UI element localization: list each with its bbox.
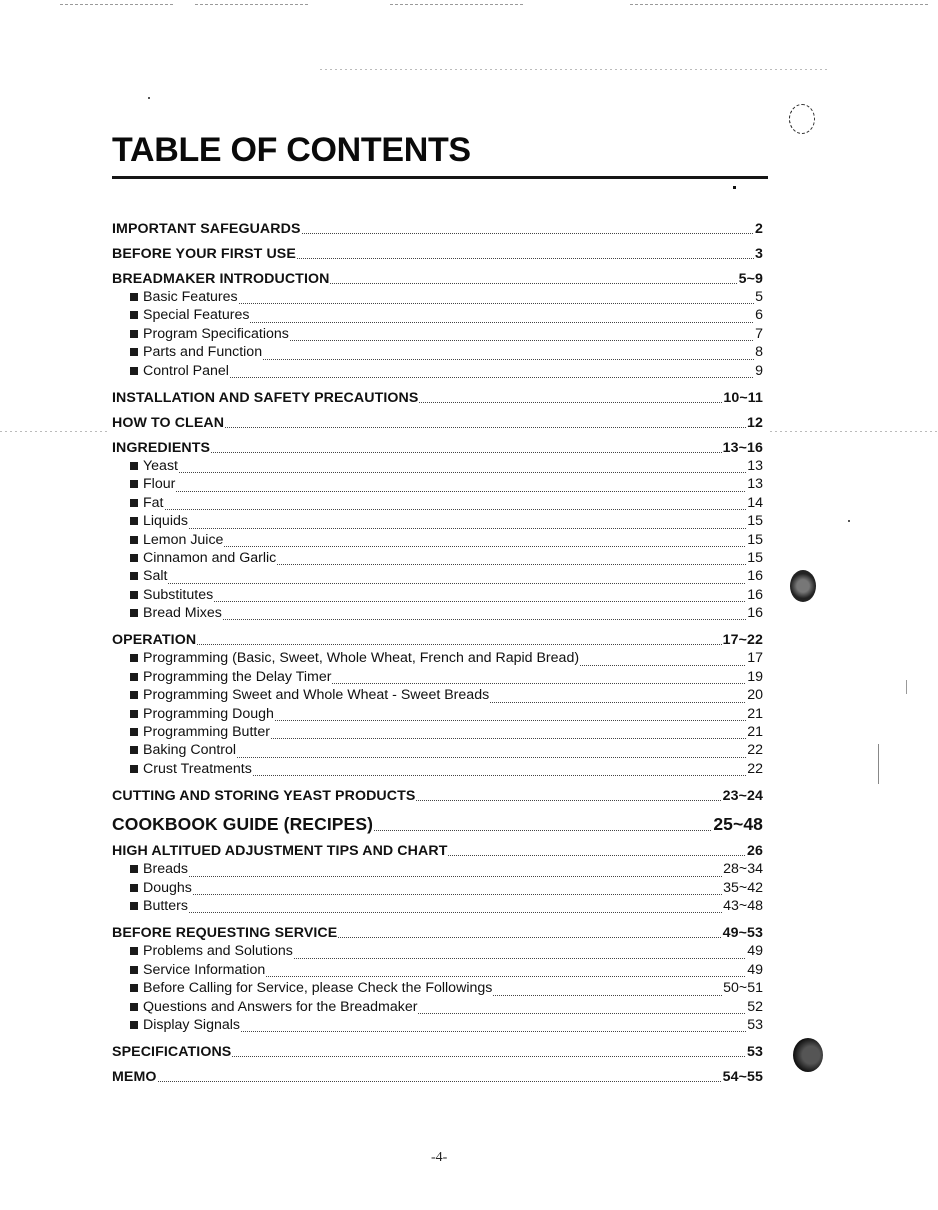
toc-subentry-label: Programming Sweet and Whole Wheat - Sweet Breads <box>143 687 490 704</box>
toc-subentry-label: Programming Dough <box>143 705 274 722</box>
toc-page-reference: 14 <box>747 494 763 511</box>
toc-subentry-label: Programming (Basic, Sweet, Whole Wheat, French and Rapid Bread) <box>143 650 580 667</box>
toc-subentry-label: Basic Features <box>143 289 238 305</box>
toc-subentry-label: Yeast <box>143 457 178 474</box>
toc-page-reference: 35~42 <box>723 879 763 896</box>
square-bullet-icon <box>130 1003 138 1011</box>
toc-entry-label: OPERATION <box>112 632 197 649</box>
toc-subentry-label: Crust Treatments <box>143 760 252 777</box>
toc-subentry[interactable] <box>112 687 763 705</box>
toc-page-reference: 7 <box>755 325 763 342</box>
toc-subentry[interactable] <box>112 962 763 980</box>
dot-leader <box>239 303 754 304</box>
toc-subentry-label: Baking Control <box>143 742 237 759</box>
toc-subentry[interactable] <box>112 476 763 494</box>
toc-subentry[interactable] <box>112 344 763 362</box>
toc-page-reference: 54~55 <box>722 1069 763 1086</box>
toc-entry-label: COOKBOOK GUIDE (RECIPES) <box>112 814 374 835</box>
toc-subentry-label: Liquids <box>143 513 188 530</box>
toc-subentry[interactable] <box>112 289 763 307</box>
toc-entry-label: IMPORTANT SAFEGUARDS <box>112 221 301 237</box>
square-bullet-icon <box>130 710 138 718</box>
dot-leader <box>193 894 722 895</box>
page-title: TABLE OF CONTENTS <box>112 131 471 169</box>
toc-subentry[interactable] <box>112 1017 763 1035</box>
toc-page-reference: 13~16 <box>722 439 763 456</box>
toc-page-reference: 16 <box>747 586 763 603</box>
toc-page-reference: 3 <box>755 246 763 262</box>
dot-leader <box>158 1081 722 1082</box>
dot-leader <box>250 322 754 323</box>
dot-leader <box>189 912 722 913</box>
dot-leader <box>230 377 754 378</box>
toc-entry-label: INSTALLATION AND SAFETY PRECAUTIONS <box>112 389 419 406</box>
dot-leader <box>277 564 746 565</box>
toc-page-reference: 19 <box>747 668 763 685</box>
dot-leader <box>232 1056 746 1057</box>
square-bullet-icon <box>130 330 138 338</box>
toc-subentry-label: Breads <box>143 861 188 878</box>
square-bullet-icon <box>130 499 138 507</box>
scan-artifact-line <box>60 4 175 5</box>
dot-leader <box>330 283 737 284</box>
scan-speck <box>733 186 736 189</box>
toc-subentry-label: Flour <box>143 476 176 493</box>
toc-entry[interactable] <box>112 440 763 456</box>
dot-leader <box>189 528 746 529</box>
toc-entry-label: INGREDIENTS <box>112 439 211 456</box>
toc-page-reference: 2 <box>755 221 763 237</box>
punch-hole-mark <box>793 1038 823 1072</box>
toc-subentry-label: Lemon Juice <box>143 531 224 548</box>
toc-subentry[interactable] <box>112 742 763 760</box>
toc-page-reference: 10~11 <box>723 389 763 406</box>
punch-hole-mark <box>789 104 815 134</box>
scan-artifact-line <box>630 4 930 5</box>
toc-subentry[interactable] <box>112 706 763 724</box>
square-bullet-icon <box>130 348 138 356</box>
toc-subentry[interactable] <box>112 724 763 742</box>
toc-entry[interactable] <box>112 925 763 941</box>
dot-leader <box>374 830 712 831</box>
toc-entry[interactable] <box>112 843 763 859</box>
toc-page-reference: 26 <box>747 843 763 860</box>
dot-leader <box>211 452 722 453</box>
square-bullet-icon <box>130 554 138 562</box>
toc-subentry-label: Before Calling for Service, please Check the Followings <box>143 980 493 997</box>
toc-entry[interactable] <box>112 271 763 287</box>
toc-subentry-label: Display Signals <box>143 1016 240 1033</box>
square-bullet-icon <box>130 902 138 910</box>
scan-speck <box>148 97 150 99</box>
toc-subentry-label: Program Specifications <box>143 325 289 342</box>
toc-page-reference: 17~22 <box>722 632 763 649</box>
toc-page-reference: 16 <box>747 568 763 585</box>
square-bullet-icon <box>130 984 138 992</box>
dot-leader <box>418 1013 746 1014</box>
toc-entry[interactable] <box>112 390 763 406</box>
square-bullet-icon <box>130 947 138 955</box>
scan-artifact-line <box>0 431 110 432</box>
toc-subentry[interactable] <box>112 669 763 687</box>
dot-leader <box>237 757 746 758</box>
toc-subentry[interactable] <box>112 880 763 898</box>
square-bullet-icon <box>130 609 138 617</box>
toc-subentry[interactable] <box>112 532 763 550</box>
square-bullet-icon <box>130 728 138 736</box>
toc-page-reference: 28~34 <box>723 861 763 878</box>
square-bullet-icon <box>130 462 138 470</box>
toc-subentry[interactable] <box>112 980 763 998</box>
dot-leader <box>416 800 721 801</box>
toc-page-reference: 6 <box>755 307 763 324</box>
square-bullet-icon <box>130 480 138 488</box>
toc-subentry-label: Parts and Function <box>143 344 263 361</box>
toc-entry[interactable] <box>112 1069 763 1085</box>
toc-page-reference: 20 <box>747 687 763 704</box>
toc-page-reference: 52 <box>747 998 763 1015</box>
toc-subentry[interactable] <box>112 363 763 381</box>
square-bullet-icon <box>130 311 138 319</box>
square-bullet-icon <box>130 1021 138 1029</box>
dot-leader <box>448 855 746 856</box>
square-bullet-icon <box>130 293 138 301</box>
toc-subentry-label: Cinnamon and Garlic <box>143 549 277 566</box>
toc-subentry-label: Programming the Delay Timer <box>143 668 332 685</box>
toc-page-reference: 8 <box>755 344 763 361</box>
dot-leader <box>338 937 721 938</box>
toc-entry[interactable] <box>112 814 763 834</box>
dot-leader <box>176 491 746 492</box>
dot-leader <box>241 1031 746 1032</box>
toc-subentry[interactable] <box>112 898 763 916</box>
dot-leader <box>225 427 746 428</box>
toc-page-reference: 5~9 <box>738 271 763 287</box>
toc-subentry-label: Service Information <box>143 961 266 978</box>
scan-speck <box>906 680 907 694</box>
toc-subentry[interactable] <box>112 650 763 668</box>
toc-subentry[interactable] <box>112 605 763 623</box>
dot-leader <box>493 995 722 996</box>
toc-page-reference: 43~48 <box>723 897 763 914</box>
toc-subentry-label: Questions and Answers for the Breadmaker <box>143 998 418 1015</box>
toc-page-reference: 15 <box>747 531 763 548</box>
toc-subentry-label: Control Panel <box>143 362 229 379</box>
toc-page-reference: 22 <box>747 742 763 759</box>
dot-leader <box>253 775 746 776</box>
title-divider <box>112 176 768 179</box>
toc-page-reference: 50~51 <box>723 980 763 997</box>
toc-subentry[interactable] <box>112 861 763 879</box>
toc-entry-label: HIGH ALTITUED ADJUSTMENT TIPS AND CHART <box>112 843 448 860</box>
toc-subentry-label: Doughs <box>143 879 192 896</box>
square-bullet-icon <box>130 591 138 599</box>
scan-artifact-line <box>390 4 525 5</box>
dot-leader <box>168 583 746 584</box>
toc-page-reference: 9 <box>755 362 763 379</box>
toc-entry-label: BEFORE REQUESTING SERVICE <box>112 925 338 942</box>
square-bullet-icon <box>130 746 138 754</box>
dot-leader <box>263 359 754 360</box>
dot-leader <box>297 258 754 259</box>
toc-subentry[interactable] <box>112 326 763 344</box>
square-bullet-icon <box>130 367 138 375</box>
scan-speck <box>848 520 850 522</box>
toc-page-reference: 16 <box>747 605 763 622</box>
toc-page-reference: 49 <box>747 961 763 978</box>
toc-entry-label: CUTTING AND STORING YEAST PRODUCTS <box>112 788 416 805</box>
toc-subentry-label: Programming Butter <box>143 724 270 741</box>
dot-leader <box>419 402 722 403</box>
dot-leader <box>290 340 754 341</box>
dot-leader <box>266 976 746 977</box>
dot-leader <box>332 683 746 684</box>
dot-leader <box>223 619 746 620</box>
toc-entry[interactable] <box>112 788 763 804</box>
toc-subentry[interactable] <box>112 999 763 1017</box>
toc-page-reference: 15 <box>747 549 763 566</box>
dot-leader <box>490 702 746 703</box>
square-bullet-icon <box>130 654 138 662</box>
square-bullet-icon <box>130 536 138 544</box>
dot-leader <box>302 233 754 234</box>
square-bullet-icon <box>130 765 138 773</box>
toc-entry[interactable] <box>112 246 763 262</box>
toc-subentry-label: Bread Mixes <box>143 605 222 622</box>
toc-entry-label: BEFORE YOUR FIRST USE <box>112 246 296 262</box>
toc-subentry-label: Substitutes <box>143 586 214 603</box>
toc-page-reference: 12 <box>747 414 763 431</box>
toc-entry[interactable] <box>112 1044 763 1060</box>
toc-subentry[interactable] <box>112 568 763 586</box>
table-of-contents <box>112 221 763 1085</box>
toc-subentry[interactable] <box>112 761 763 779</box>
square-bullet-icon <box>130 572 138 580</box>
toc-page-reference: 49~53 <box>722 925 763 942</box>
square-bullet-icon <box>130 691 138 699</box>
toc-subentry-label: Salt <box>143 568 168 585</box>
dot-leader <box>165 509 747 510</box>
toc-subentry-label: Problems and Solutions <box>143 943 293 960</box>
toc-entry-label: SPECIFICATIONS <box>112 1044 232 1061</box>
square-bullet-icon <box>130 966 138 974</box>
dot-leader <box>189 876 722 877</box>
toc-entry-label: HOW TO CLEAN <box>112 414 225 431</box>
toc-page-reference: 25~48 <box>713 814 763 835</box>
scan-speck <box>878 744 879 784</box>
dot-leader <box>224 546 746 547</box>
toc-entry[interactable] <box>112 221 763 237</box>
toc-subentry[interactable] <box>112 587 763 605</box>
punch-hole-mark <box>790 570 816 602</box>
toc-page-reference: 53 <box>747 1044 763 1061</box>
toc-subentry-label: Special Features <box>143 307 250 324</box>
toc-entry[interactable] <box>112 415 763 431</box>
toc-page-reference: 5 <box>755 289 763 305</box>
dot-leader <box>179 472 746 473</box>
square-bullet-icon <box>130 865 138 873</box>
toc-page-reference: 17 <box>747 650 763 667</box>
toc-subentry[interactable] <box>112 495 763 513</box>
toc-subentry[interactable] <box>112 943 763 961</box>
scan-artifact-line <box>195 4 310 5</box>
toc-page-reference: 21 <box>747 705 763 722</box>
toc-page-reference: 49 <box>747 943 763 960</box>
toc-subentry-label: Fat <box>143 494 164 511</box>
scan-artifact-line <box>320 69 830 70</box>
dot-leader <box>197 644 721 645</box>
page-number: -4- <box>431 1150 448 1165</box>
dot-leader <box>580 665 746 666</box>
square-bullet-icon <box>130 517 138 525</box>
dot-leader <box>294 958 746 959</box>
dot-leader <box>271 738 746 739</box>
toc-subentry[interactable] <box>112 307 763 325</box>
toc-page-reference: 15 <box>747 513 763 530</box>
toc-subentry-label: Butters <box>143 897 188 914</box>
toc-entry-label: BREADMAKER INTRODUCTION <box>112 271 330 287</box>
square-bullet-icon <box>130 884 138 892</box>
toc-page-reference: 21 <box>747 724 763 741</box>
toc-entry[interactable] <box>112 632 763 648</box>
toc-subentry[interactable] <box>112 550 763 568</box>
toc-page-reference: 53 <box>747 1016 763 1033</box>
toc-page-reference: 13 <box>747 457 763 474</box>
toc-subentry[interactable] <box>112 513 763 531</box>
scan-artifact-line <box>770 431 938 432</box>
toc-page-reference: 22 <box>747 760 763 777</box>
toc-page-reference: 23~24 <box>722 788 763 805</box>
dot-leader <box>214 601 746 602</box>
square-bullet-icon <box>130 673 138 681</box>
toc-page-reference: 13 <box>747 476 763 493</box>
toc-entry-label: MEMO <box>112 1069 157 1086</box>
dot-leader <box>275 720 746 721</box>
toc-subentry[interactable] <box>112 458 763 476</box>
